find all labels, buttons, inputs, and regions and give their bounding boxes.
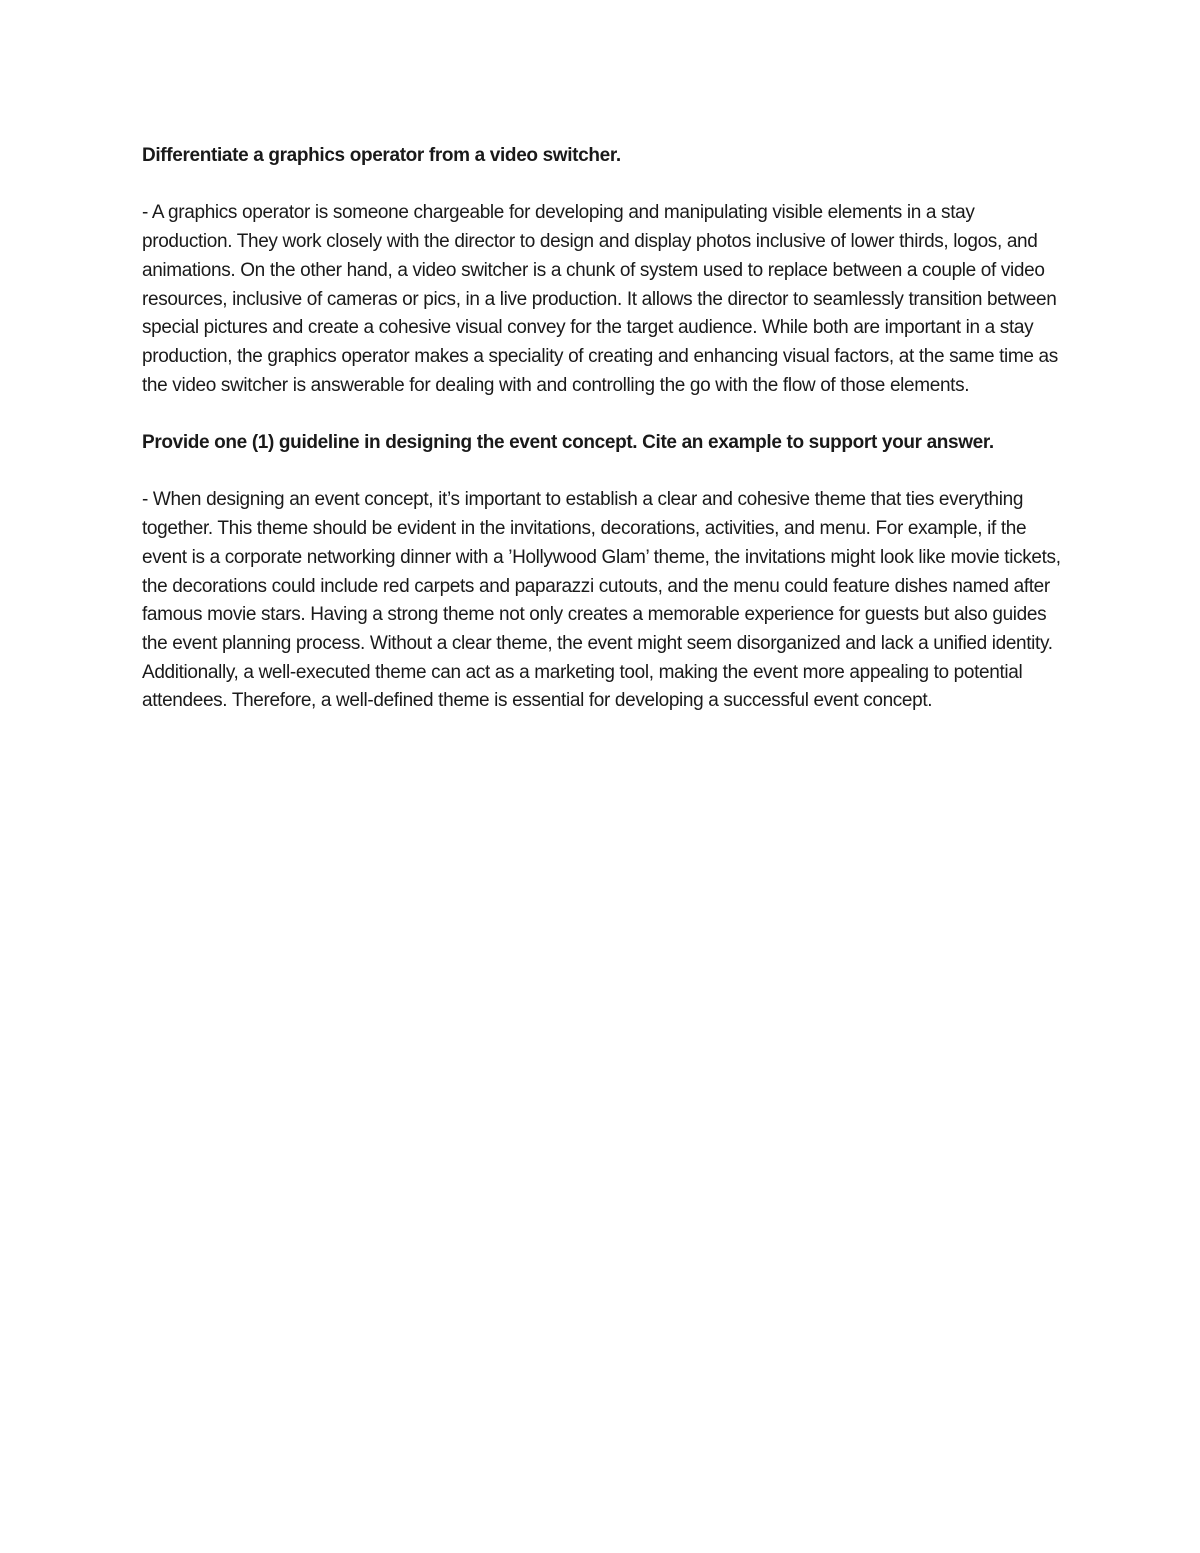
paragraph-spacer bbox=[142, 400, 1062, 429]
paragraph-spacer bbox=[142, 171, 1062, 200]
paragraph-spacer bbox=[142, 458, 1062, 487]
question-1-heading: Differentiate a graphics operator from a video switcher. bbox=[142, 145, 621, 166]
question-2-heading: Provide one (1) guideline in designing the event concept. Cite an example to support your answer. bbox=[142, 432, 994, 453]
answer-2-paragraph: - When designing an event concept, it’s important to establish a clear and cohesive theme that ties everything together. This theme should be evident in the invitations, decorations, activities, and menu. For example, if the event is a corporate networking dinner with a ’Hollywood Glam’ theme, the invitations might look like movie tickets, the decorations could include red carpets and paparazzi cutouts, and the menu could feature dishes named after famous movie stars. Having a strong theme not only creates a memorable experience for guests but also guides the event planning process. Without a clear theme, the event might seem disorganized and lack a unified identity. Additionally, a well-executed theme can act as a marketing tool, making the event more appealing to potential attendees. Therefore, a well-defined theme is essential for developing a successful event concept. bbox=[142, 489, 1061, 712]
document-body bbox=[142, 142, 1062, 716]
answer-1-paragraph: - A graphics operator is someone chargeable for developing and manipulating visible elements in a stay production. They work closely with the director to design and display photos inclusive of lower thirds, logos, and animations. On the other hand, a video switcher is a chunk of system used to replace between a couple of video resources, inclusive of cameras or pics, in a live production. It allows the director to seamlessly transition between special pictures and create a cohesive visual convey for the target audience. While both are important in a stay production, the graphics operator makes a speciality of creating and enhancing visual factors, at the same time as the video switcher is answerable for dealing with and controlling the go with the flow of those elements. bbox=[142, 202, 1058, 396]
